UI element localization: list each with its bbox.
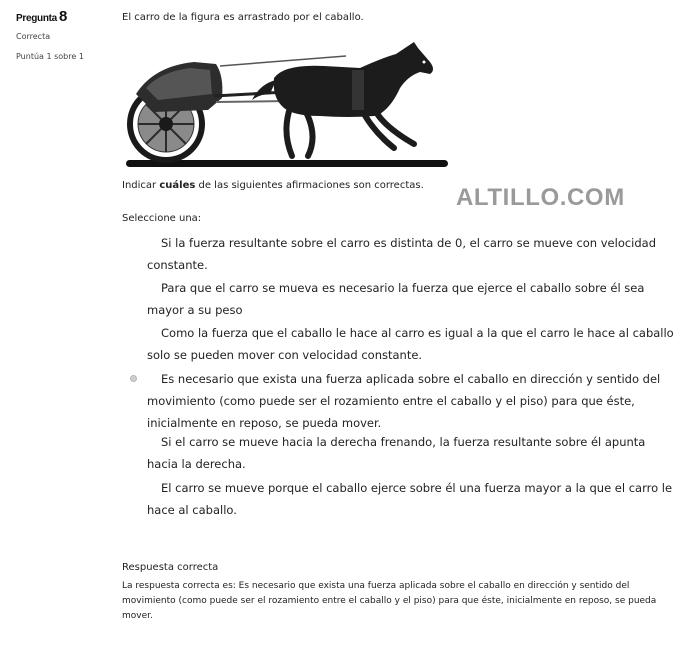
answer-option-label: El carro se mueve porque el caballo ejerce sobre él una fuerza mayor a la que el carro le hace al caballo.	[147, 481, 673, 517]
question-text: El carro de la figura es arrastrado por el caballo.	[122, 12, 364, 23]
select-one-label: Seleccione una:	[122, 213, 202, 224]
watermark-logo: ALTILLO.COM	[456, 184, 625, 211]
question-state: Correcta	[16, 32, 51, 41]
prompt-bold: cuáles	[159, 180, 196, 191]
question-info	[16, 8, 112, 61]
answer-option-label: Si la fuerza resultante sobre el carro es distinta de 0, el carro se mueve con velocidad constante.	[147, 236, 657, 272]
prompt-start: Indicar	[122, 180, 160, 191]
feedback-panel	[122, 562, 682, 624]
question-prompt	[122, 180, 424, 191]
answer-option-label: Para que el carro se mueva es necesario la fuerza que ejerce el caballo sobre él sea mayor a su peso	[147, 281, 645, 317]
radio-icon-selected[interactable]	[130, 375, 137, 382]
answer-option-label: Como la fuerza que el caballo le hace al carro es igual a la que el carro le hace al caballo solo se pueden mover con velocidad constante.	[147, 326, 674, 362]
prompt-end: de las siguientes afirmaciones son correctas.	[195, 180, 424, 191]
question-number-value: 8	[58, 8, 67, 25]
answer-option-label: Si el carro se mueve hacia la derecha frenando, la fuerza resultante sobre él apunta hacia la derecha.	[147, 435, 646, 471]
question-grade: Puntúa 1 sobre 1	[16, 52, 84, 61]
question-label: Pregunta	[16, 13, 57, 24]
answer-option-label: Es necesario que exista una fuerza aplicada sobre el caballo en dirección y sentido del movimiento (como puede ser el rozamiento entre el caballo y el piso) para que éste, inicialmente en reposo, se pueda mover.	[147, 372, 661, 430]
horse-cart-figure	[124, 36, 454, 174]
correct-answer-text: La respuesta correcta es: Es necesario que exista una fuerza aplicada sobre el caballo en dirección y sentido del movimiento (como puede ser el rozamiento entre el caballo y el piso) para que éste, inicialmente en reposo, se pueda mover.	[122, 581, 657, 621]
feedback-title: Respuesta correcta	[122, 562, 219, 573]
question-number	[16, 8, 112, 25]
